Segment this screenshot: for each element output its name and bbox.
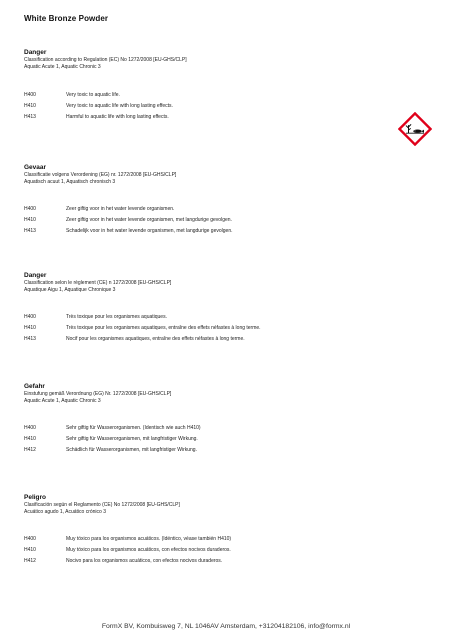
hazard-code: H400 [24,92,36,98]
hazard-statement [24,217,424,228]
hazard-text: Harmful to aquatic life with long lasting effects. [66,114,169,120]
signal-word: Danger [24,272,47,279]
regulation-text: Classification according to Regulation (EC) No 1272/2008 [EU-GHS/CLP] [24,57,187,63]
regulation-text: Classification selon le règlement (CE) n 1272/2008 [EU-GHS/CLP] [24,280,172,286]
ghs09-environment-icon [398,112,432,146]
hazard-code: H400 [24,314,36,320]
hazard-statement [24,314,424,325]
hazard-text: Très toxique pour les organismes aquatiques. [66,314,167,320]
hazard-text: Muy tóxico para los organismos acuáticos. (Idéntico, véase también H410) [66,536,232,542]
hazard-statement [24,92,424,103]
regulation-text: Einstufung gemäß Verordnung (EG) Nr. 1272/2008 [EU-GHS/CLP] [24,391,172,397]
hazard-code: H410 [24,217,36,223]
hazard-text: Très toxique pour les organismes aquatiques, entraîne des effets néfastes à long terme. [66,325,261,331]
hazard-text: Schadelijk voor in het water levende organismen, met langdurige gevolgen. [66,228,233,234]
hazard-statements [24,314,424,347]
hazard-code: H400 [24,206,36,212]
hazard-statement [24,447,424,458]
hazard-code: H413 [24,114,36,120]
footer-contact: FormX BV, Kombuisweg 7, NL 1046AV Amsterdam, +31204182106, info@formx.nl [101,623,351,630]
classification-text: Aquatique Aigu 1, Aquatique Chronique 3 [24,286,116,293]
hazard-statements [24,206,424,239]
hazard-statements [24,425,424,458]
section-spanish [24,494,424,564]
hazard-text: Muy tóxico para los organismos acuáticos, con efectos nocivos duraderos. [66,547,231,553]
classification-text: Aquatic Acute 1, Aquatic Chronic 3 [24,397,101,404]
document-title: White Bronze Powder [24,14,109,23]
hazard-text: Nocivo para los organismos acuáticos, con efectos nocivos duraderos. [66,558,223,564]
hazard-statement [24,206,424,217]
section-english [24,49,424,120]
regulation-text: Clasificación según el Reglamento (CE) No 1272/2008 [EU-GHS/CLP] [24,502,180,508]
hazard-text: Sehr giftig für Wasserorganismen. (Identisch wie auch H410) [66,425,201,431]
section-dutch [24,164,424,234]
hazard-code: H400 [24,425,36,431]
hazard-code: H410 [24,103,36,109]
signal-word: Gefahr [24,383,45,390]
hazard-statement [24,425,424,436]
hazard-statement [24,536,424,547]
hazard-code: H410 [24,436,36,442]
hazard-code: H413 [24,228,36,234]
hazard-statement [24,547,424,558]
classification-text: Aquatisch acuut 1, Aquatisch chronisch 3 [24,178,116,185]
hazard-statement [24,558,424,569]
classification-text: Acuático agudo 1, Acuático crónico 3 [24,508,106,515]
section-french [24,272,424,342]
hazard-statement [24,228,424,239]
hazard-statements [24,92,424,125]
hazard-code: H400 [24,536,36,542]
signal-word: Danger [24,49,47,56]
hazard-statement [24,336,424,347]
classification-text: Aquatic Acute 1, Aquatic Chronic 3 [24,63,101,70]
hazard-text: Very toxic to aquatic life with long lasting effects. [66,103,173,109]
hazard-statement [24,114,424,125]
hazard-text: Sehr giftig für Wasserorganismen, mit langfristiger Wirkung. [66,436,198,442]
signal-word: Peligro [24,494,47,501]
regulation-text: Classificatie volgens Verordening (EG) nr. 1272/2008 [EU-GHS/CLP] [24,172,177,178]
hazard-text: Zeer giftig voor in het water levende organismen, met langdurige gevolgen. [66,217,232,223]
hazard-code: H410 [24,325,36,331]
hazard-statements [24,536,424,569]
hazard-text: Very toxic to aquatic life. [66,92,120,98]
hazard-statement [24,103,424,114]
section-german [24,383,424,453]
hazard-statement [24,436,424,447]
hazard-text: Schädlich für Wasserorganismen, mit langfristiger Wirkung. [66,447,197,453]
hazard-code: H412 [24,447,36,453]
hazard-code: H413 [24,336,36,342]
hazard-code: H410 [24,547,36,553]
hazard-text: Nocif pour les organismes aquatiques, entraîne des effets néfastes à long terme. [66,336,245,342]
signal-word: Gevaar [24,164,47,171]
hazard-text: Zeer giftig voor in het water levende organismen. [66,206,175,212]
hazard-statement [24,325,424,336]
hazard-code: H412 [24,558,36,564]
